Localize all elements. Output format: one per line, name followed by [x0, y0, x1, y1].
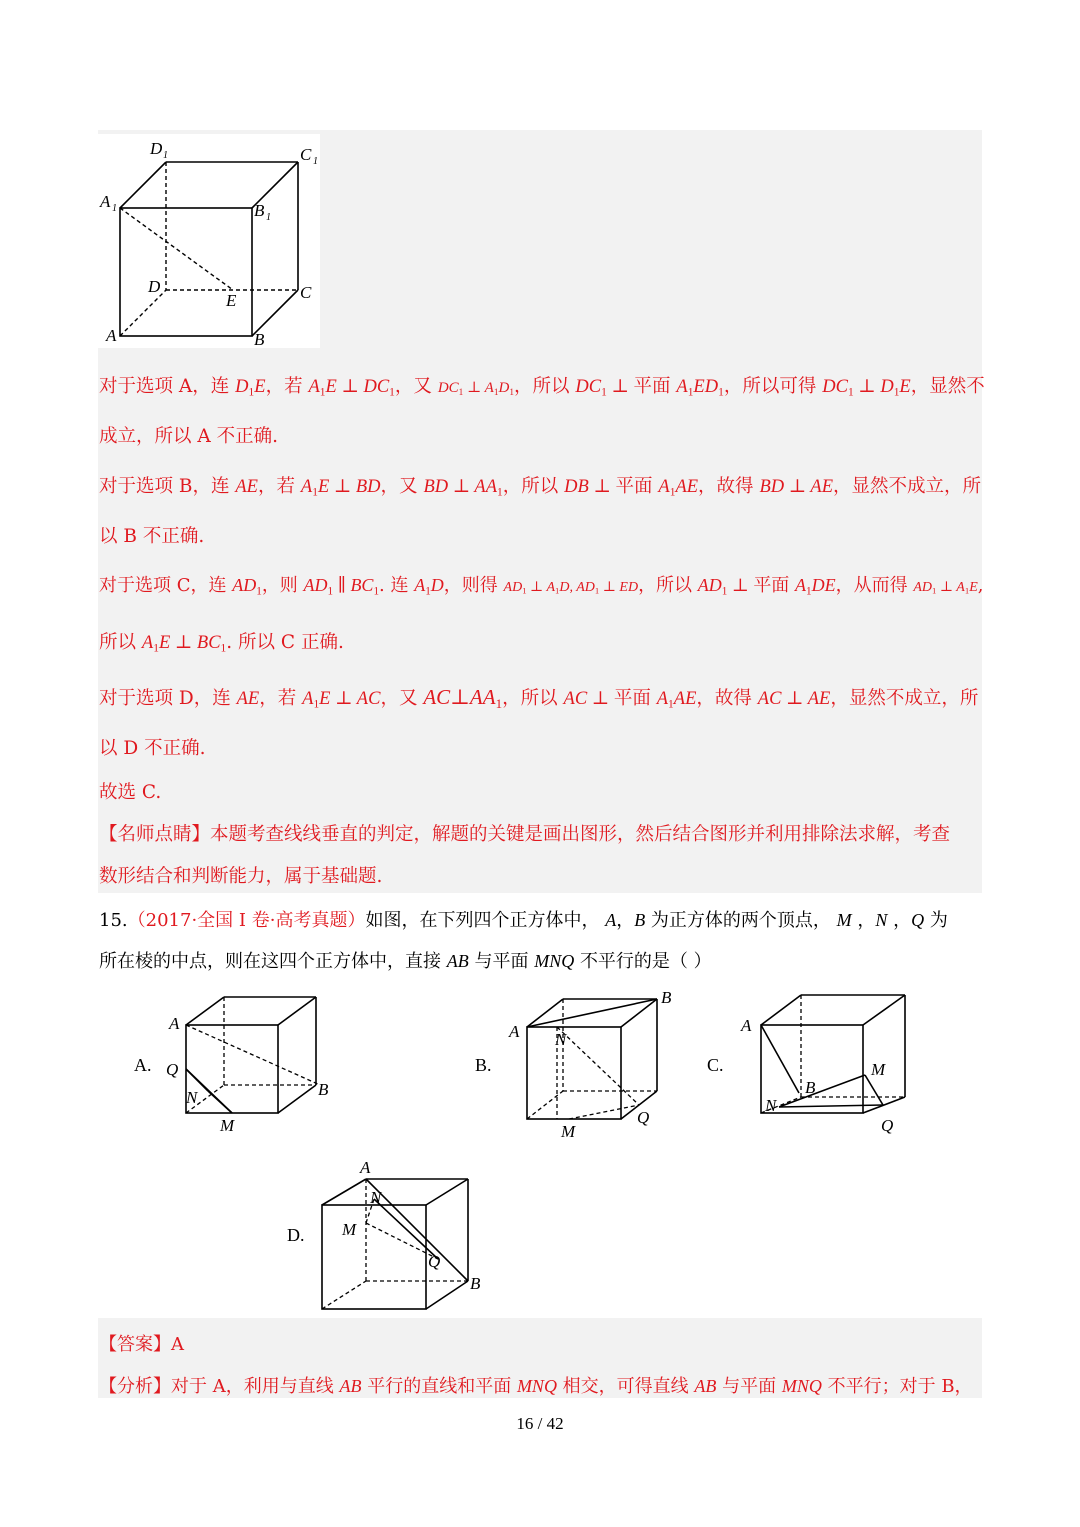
svg-text:M: M: [342, 1220, 357, 1239]
math: AD1 ⊥: [697, 575, 754, 598]
svg-text:M: M: [220, 1116, 235, 1135]
text: ，又: [380, 476, 418, 497]
math: AE: [235, 477, 258, 497]
text: 对于 A，利用与直线: [171, 1376, 334, 1397]
text: ，若: [265, 376, 303, 397]
svg-text:B: B: [805, 1078, 816, 1097]
math: MNQ: [534, 951, 575, 971]
math: A1E ⊥ BC1: [141, 633, 227, 655]
svg-text:Q: Q: [881, 1116, 894, 1135]
math: AD1 ⊥ A1D, AD1 ⊥ ED: [503, 580, 639, 596]
text: 平面: [613, 688, 651, 709]
text: ，若: [257, 476, 295, 497]
math: M: [836, 910, 852, 930]
text: ，所以可得: [723, 376, 817, 397]
svg-text:1: 1: [163, 150, 168, 161]
text: ，所以: [502, 476, 559, 497]
svg-text:B: B: [470, 1274, 481, 1293]
text: 为正方体的两个顶点，: [650, 910, 831, 931]
svg-text:A: A: [169, 1014, 180, 1033]
solution-option-d-line: [99, 684, 978, 712]
svg-text:A: A: [360, 1158, 371, 1177]
svg-text:B: B: [661, 988, 672, 1007]
option-a-figure: [160, 985, 340, 1141]
math: AC⊥AA1: [423, 685, 503, 711]
option-b-figure: [505, 985, 685, 1149]
svg-text:N: N: [186, 1088, 198, 1107]
text: ，所以: [502, 688, 558, 709]
answer-value: A: [171, 1334, 184, 1355]
math: A: [605, 910, 617, 930]
text: 对于选项 C，连: [99, 575, 227, 596]
math: A1D: [414, 575, 444, 598]
text: 对于选项 D，连: [99, 688, 231, 709]
svg-text:A: A: [741, 1016, 752, 1035]
math: AB: [446, 951, 469, 971]
math: AC ⊥ AE: [757, 689, 831, 709]
math: MNQ: [516, 1376, 557, 1396]
tip-text: 本题考查线线垂直的判定，解题的关键是画出图形，然后结合图形并利用排除法求解，考查: [210, 824, 951, 845]
math: A1AE: [656, 689, 697, 711]
text: 对于选项 A，连: [99, 376, 230, 397]
option-c-label: C.: [707, 1055, 724, 1075]
solution-option-c-line: 对于选项 C，连 AD1，则 AD1 ∥ BC1. 连 A1D，则得 AD1 ⊥ A1D, AD1 ⊥ ED，所以 AD1 ⊥ 平面 A1DE，从而得 AD1 ⊥ A1E,: [99, 575, 984, 598]
teacher-tip-line2: 数形结合和判断能力，属于基础题.: [99, 866, 383, 887]
text: ，显然不成立，所: [830, 688, 979, 709]
solution-option-a-line2: 成立，所以 A 不正确.: [99, 426, 279, 447]
math: DC1 ⊥ A1D1: [437, 380, 514, 398]
svg-text:N: N: [555, 1030, 567, 1049]
math: AB: [694, 1376, 717, 1396]
text: 所以: [99, 632, 137, 653]
text: 与平面: [474, 951, 529, 972]
text: 平面: [633, 376, 671, 397]
svg-text:1: 1: [266, 212, 271, 223]
cube-figure: [98, 134, 320, 348]
text: 相交，可得直线: [562, 1376, 689, 1397]
analysis-line: [99, 1372, 973, 1398]
svg-text:1: 1: [313, 156, 318, 167]
svg-text:Q: Q: [166, 1060, 179, 1079]
text: . 连: [379, 575, 409, 596]
math: A1E ⊥ BD: [300, 477, 381, 499]
text: ，显然不: [910, 376, 985, 397]
text: ，显然不成立，所: [833, 476, 982, 497]
svg-text:C: C: [300, 283, 312, 302]
text: ，又: [394, 376, 432, 397]
svg-text:E: E: [226, 291, 237, 310]
question-source: （2017·全国 I 卷·高考真题）: [127, 910, 366, 931]
tip-label: 【名师点睛】: [99, 824, 211, 845]
text: 如图，在下列四个正方体中，: [365, 910, 600, 931]
math: A1DE: [795, 575, 836, 598]
answer-label: 【答案】: [99, 1334, 171, 1355]
svg-text:N: N: [765, 1096, 777, 1115]
question-line2: [99, 947, 712, 973]
math: AE: [236, 689, 260, 709]
question-number: 15.: [99, 910, 128, 931]
svg-text:1: 1: [112, 203, 117, 214]
math: B: [634, 910, 646, 930]
text: ，则: [261, 575, 298, 596]
text: 不平行的是（ ）: [579, 951, 712, 972]
math: D1E: [235, 377, 266, 399]
math: AD1 ∥ BC1: [303, 575, 380, 598]
text: ，所以: [638, 575, 693, 596]
option-c-figure: [735, 985, 915, 1141]
math: A1ED1: [676, 377, 724, 399]
svg-text:Q: Q: [428, 1252, 441, 1271]
math: A1E ⊥ AC: [302, 689, 381, 711]
math: N: [875, 910, 888, 930]
math: DB ⊥: [564, 477, 616, 497]
teacher-tip-line1: [99, 820, 950, 846]
math: BD ⊥ AA1: [423, 477, 503, 499]
svg-text:M: M: [871, 1060, 886, 1079]
page-number: 16 / 42: [516, 1414, 564, 1433]
svg-text:B: B: [254, 201, 265, 220]
text: ，若: [259, 688, 297, 709]
svg-text:A: A: [100, 192, 111, 211]
svg-text:Q: Q: [637, 1108, 650, 1127]
svg-text:A: A: [106, 326, 117, 345]
math: A1AE: [658, 477, 699, 499]
math: MNQ: [781, 1376, 822, 1396]
svg-text:D: D: [148, 277, 161, 296]
svg-text:M: M: [561, 1122, 576, 1141]
text: 与平面: [722, 1376, 777, 1397]
svg-text:D: D: [150, 139, 163, 158]
solution-option-b-line: [99, 472, 981, 498]
text: 不平行；对于 B，: [827, 1376, 973, 1397]
text: ，所以: [513, 376, 570, 397]
text: 为: [929, 910, 948, 931]
svg-text:N: N: [370, 1188, 382, 1207]
text: 平面: [753, 575, 790, 596]
math: AD1: [232, 575, 262, 598]
math: DC1 ⊥: [575, 377, 634, 399]
svg-text:C: C: [300, 145, 312, 164]
text: 对于选项 B，连: [99, 476, 230, 497]
svg-text:A: A: [509, 1022, 520, 1041]
math: AC ⊥: [563, 689, 614, 709]
svg-text:B: B: [318, 1080, 329, 1099]
text: ，又: [380, 688, 418, 709]
math: Q: [911, 910, 925, 930]
math: AD1 ⊥ A1E: [913, 580, 978, 596]
question-line1: 15.（2017·全国 I 卷·高考真题）如图，在下列四个正方体中， A，B 为正方体的两个顶点， M ，N ，Q 为: [99, 910, 948, 931]
text: ，故得: [698, 476, 754, 497]
answer-line: [99, 1330, 184, 1356]
text: 平面: [615, 476, 653, 497]
text: . 所以 C 正确.: [226, 632, 344, 653]
math: AB: [339, 1376, 362, 1396]
math: A1E ⊥ DC1: [308, 377, 395, 399]
text: ，从而得: [835, 575, 908, 596]
svg-text:B: B: [254, 330, 265, 348]
analysis-label: 【分析】: [99, 1376, 171, 1397]
math: BD ⊥ AE: [759, 477, 834, 497]
option-a-label: A.: [134, 1055, 152, 1075]
option-b-label: B.: [475, 1055, 492, 1075]
option-d-label: D.: [287, 1225, 305, 1245]
solution-option-c-line2: [99, 628, 344, 654]
text: ，则得: [443, 575, 498, 596]
text: ，故得: [696, 688, 752, 709]
solution-option-d-line2: 以 D 不正确.: [99, 738, 206, 759]
solution-option-a-line: [99, 372, 985, 398]
solution-conclusion: 故选 C.: [99, 782, 162, 803]
solution-option-b-line2: 以 B 不正确.: [99, 526, 205, 547]
math: DC1 ⊥ D1E: [822, 377, 911, 399]
option-d-figure: [312, 1155, 502, 1319]
text: 所在棱的中点，则在这四个正方体中，直接: [99, 951, 441, 972]
text: 平行的直线和平面: [367, 1376, 512, 1397]
